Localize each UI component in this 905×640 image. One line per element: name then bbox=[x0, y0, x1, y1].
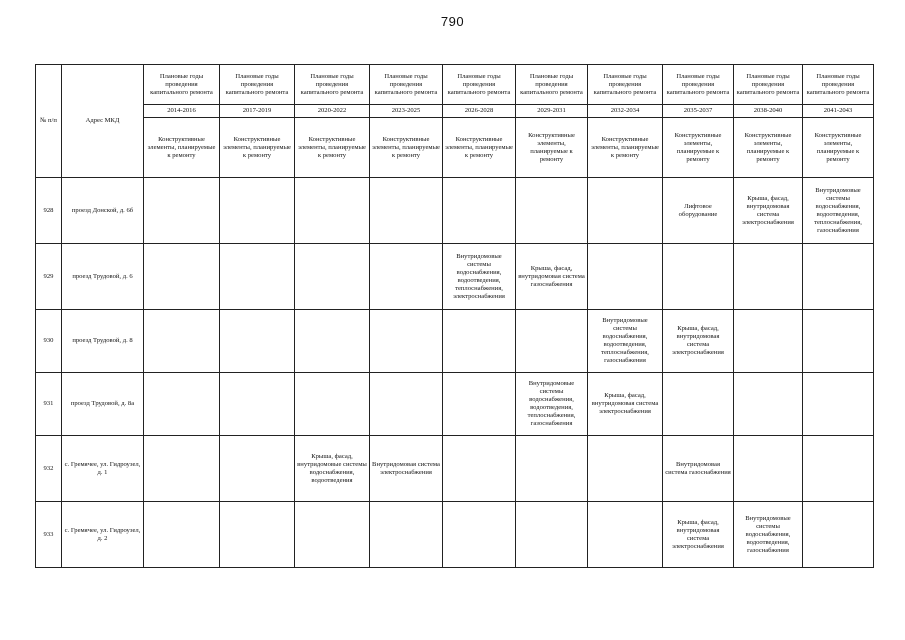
header-elements-label: Конструктивные элементы, планируемые к ремонту bbox=[803, 118, 874, 178]
repair-cell: Лифтовое оборудование bbox=[663, 178, 734, 244]
repair-cell: Внутридомовые системы водоснабжения, водоотведения, теплоснабжения, газоснабжения bbox=[588, 310, 663, 373]
repair-cell: Крыша, фасад, внутридомовая система электроснабжения bbox=[734, 178, 803, 244]
repair-cell bbox=[295, 178, 370, 244]
header-years: 2038-2040 bbox=[734, 105, 803, 118]
row-address: с. Гремячее, ул. Гидроузел, д. 1 bbox=[62, 436, 144, 502]
repair-cell: Внутридомовые системы водоснабжения, водоотведения, теплоснабжения, электроснабжения bbox=[443, 244, 516, 310]
header-years: 2029-2031 bbox=[516, 105, 588, 118]
repair-cell bbox=[144, 244, 220, 310]
header-years: 2026-2028 bbox=[443, 105, 516, 118]
repair-cell bbox=[144, 373, 220, 436]
repair-cell bbox=[370, 244, 443, 310]
repair-cell bbox=[295, 244, 370, 310]
repair-cell bbox=[220, 502, 295, 568]
repair-cell bbox=[803, 244, 874, 310]
header-years: 2023-2025 bbox=[370, 105, 443, 118]
capital-repair-table bbox=[35, 64, 874, 568]
repair-cell bbox=[663, 373, 734, 436]
repair-cell bbox=[663, 244, 734, 310]
row-number: 930 bbox=[36, 310, 62, 373]
header-years: 2017-2019 bbox=[220, 105, 295, 118]
row-address: проезд Донской, д. 6б bbox=[62, 178, 144, 244]
repair-cell bbox=[734, 436, 803, 502]
row-address: с. Гремячее, ул. Гидроузел, д. 2 bbox=[62, 502, 144, 568]
repair-cell bbox=[144, 178, 220, 244]
repair-cell: Внутридомовые системы водоснабжения, водоотведения, теплоснабжения, газоснабжения bbox=[516, 373, 588, 436]
header-elements-label: Конструктивные элементы, планируемые к ремонту bbox=[516, 118, 588, 178]
repair-cell bbox=[516, 502, 588, 568]
header-period-label: Плановые годы проведения капитального ремонта bbox=[144, 65, 220, 105]
header-period-label: Плановые годы проведения капитального ремонта bbox=[663, 65, 734, 105]
repair-cell bbox=[588, 178, 663, 244]
repair-cell bbox=[516, 310, 588, 373]
header-elements-label: Конструктивные элементы, планируемые к ремонту bbox=[144, 118, 220, 178]
table-row bbox=[36, 373, 874, 436]
repair-cell: Крыша, фасад, внутридомовые системы водоснабжения, водоотведения bbox=[295, 436, 370, 502]
header-period-label: Плановые годы проведения капитального ремонта bbox=[734, 65, 803, 105]
repair-cell: Внутридомовая система газоснабжения bbox=[663, 436, 734, 502]
repair-cell bbox=[370, 310, 443, 373]
header-period-label: Плановые годы проведения капитального ремонта bbox=[443, 65, 516, 105]
repair-cell bbox=[803, 436, 874, 502]
header-elements-label: Конструктивные элементы, планируемые к ремонту bbox=[734, 118, 803, 178]
repair-cell bbox=[295, 502, 370, 568]
header-period-label: Плановые годы проведения капитального ремонта bbox=[220, 65, 295, 105]
header-elements-label: Конструктивные элементы, планируемые к ремонту bbox=[663, 118, 734, 178]
repair-cell bbox=[443, 310, 516, 373]
header-elements-label: Конструктивные элементы, планируемые к ремонту bbox=[443, 118, 516, 178]
repair-cell: Крыша, фасад, внутридомовая система газоснабжения bbox=[516, 244, 588, 310]
repair-cell bbox=[144, 436, 220, 502]
repair-cell bbox=[803, 502, 874, 568]
repair-cell bbox=[443, 373, 516, 436]
header-years: 2020-2022 bbox=[295, 105, 370, 118]
table-header bbox=[36, 65, 874, 178]
header-years: 2035-2037 bbox=[663, 105, 734, 118]
repair-cell bbox=[370, 373, 443, 436]
page-number: 790 bbox=[440, 14, 465, 29]
repair-cell bbox=[370, 502, 443, 568]
header-years: 2014-2016 bbox=[144, 105, 220, 118]
table-row bbox=[36, 244, 874, 310]
repair-cell bbox=[220, 178, 295, 244]
header-period-label: Плановые годы проведения капитального ремонта bbox=[588, 65, 663, 105]
repair-cell bbox=[443, 502, 516, 568]
repair-cell bbox=[370, 178, 443, 244]
header-years: 2032-2034 bbox=[588, 105, 663, 118]
repair-cell bbox=[588, 502, 663, 568]
repair-cell bbox=[220, 244, 295, 310]
repair-cell bbox=[803, 310, 874, 373]
repair-cell bbox=[144, 310, 220, 373]
row-number: 933 bbox=[36, 502, 62, 568]
header-period-label: Плановые годы проведения капитального ремонта bbox=[803, 65, 874, 105]
repair-cell bbox=[803, 373, 874, 436]
row-number: 932 bbox=[36, 436, 62, 502]
repair-cell bbox=[516, 436, 588, 502]
repair-cell bbox=[734, 244, 803, 310]
repair-cell bbox=[443, 436, 516, 502]
row-address: проезд Трудовой, д. 6 bbox=[62, 244, 144, 310]
repair-cell bbox=[734, 373, 803, 436]
table-row bbox=[36, 502, 874, 568]
repair-cell bbox=[220, 373, 295, 436]
repair-cell bbox=[443, 178, 516, 244]
repair-cell bbox=[295, 373, 370, 436]
row-number: 931 bbox=[36, 373, 62, 436]
header-elements-label: Конструктивные элементы, планируемые к ремонту bbox=[588, 118, 663, 178]
header-years: 2041-2043 bbox=[803, 105, 874, 118]
repair-cell bbox=[295, 310, 370, 373]
header-elements-label: Конструктивные элементы, планируемые к ремонту bbox=[370, 118, 443, 178]
header-elements-label: Конструктивные элементы, планируемые к ремонту bbox=[220, 118, 295, 178]
repair-cell bbox=[144, 502, 220, 568]
table-row bbox=[36, 436, 874, 502]
repair-cell: Крыша, фасад, внутридомовая система электроснабжения bbox=[588, 373, 663, 436]
repair-cell: Внутридомовые системы водоснабжения, водоотведения, газоснабжения bbox=[734, 502, 803, 568]
table-row bbox=[36, 178, 874, 244]
header-period-label: Плановые годы проведения капитального ремонта bbox=[370, 65, 443, 105]
repair-cell bbox=[588, 244, 663, 310]
header-period-label: Плановые годы проведения капитального ремонта bbox=[516, 65, 588, 105]
repair-cell bbox=[588, 436, 663, 502]
repair-cell: Крыша, фасад, внутридомовая система электроснабжения bbox=[663, 310, 734, 373]
header-number: № п/п bbox=[36, 65, 62, 178]
row-number: 929 bbox=[36, 244, 62, 310]
repair-cell: Внутридомовые системы водоснабжения, водоотведения, теплоснабжения, газоснабжения bbox=[803, 178, 874, 244]
repair-cell bbox=[516, 178, 588, 244]
repair-cell: Крыша, фасад, внутридомовая система электроснабжения bbox=[663, 502, 734, 568]
repair-cell bbox=[220, 436, 295, 502]
repair-cell bbox=[220, 310, 295, 373]
row-address: проезд Трудовой, д. 8а bbox=[62, 373, 144, 436]
row-address: проезд Трудовой, д. 8 bbox=[62, 310, 144, 373]
table-row bbox=[36, 310, 874, 373]
repair-cell: Внутридомовая система электроснабжения bbox=[370, 436, 443, 502]
repair-cell bbox=[734, 310, 803, 373]
header-elements-label: Конструктивные элементы, планируемые к ремонту bbox=[295, 118, 370, 178]
row-number: 928 bbox=[36, 178, 62, 244]
header-period-label: Плановые годы проведения капитального ремонта bbox=[295, 65, 370, 105]
header-address: Адрес МКД bbox=[62, 65, 144, 178]
